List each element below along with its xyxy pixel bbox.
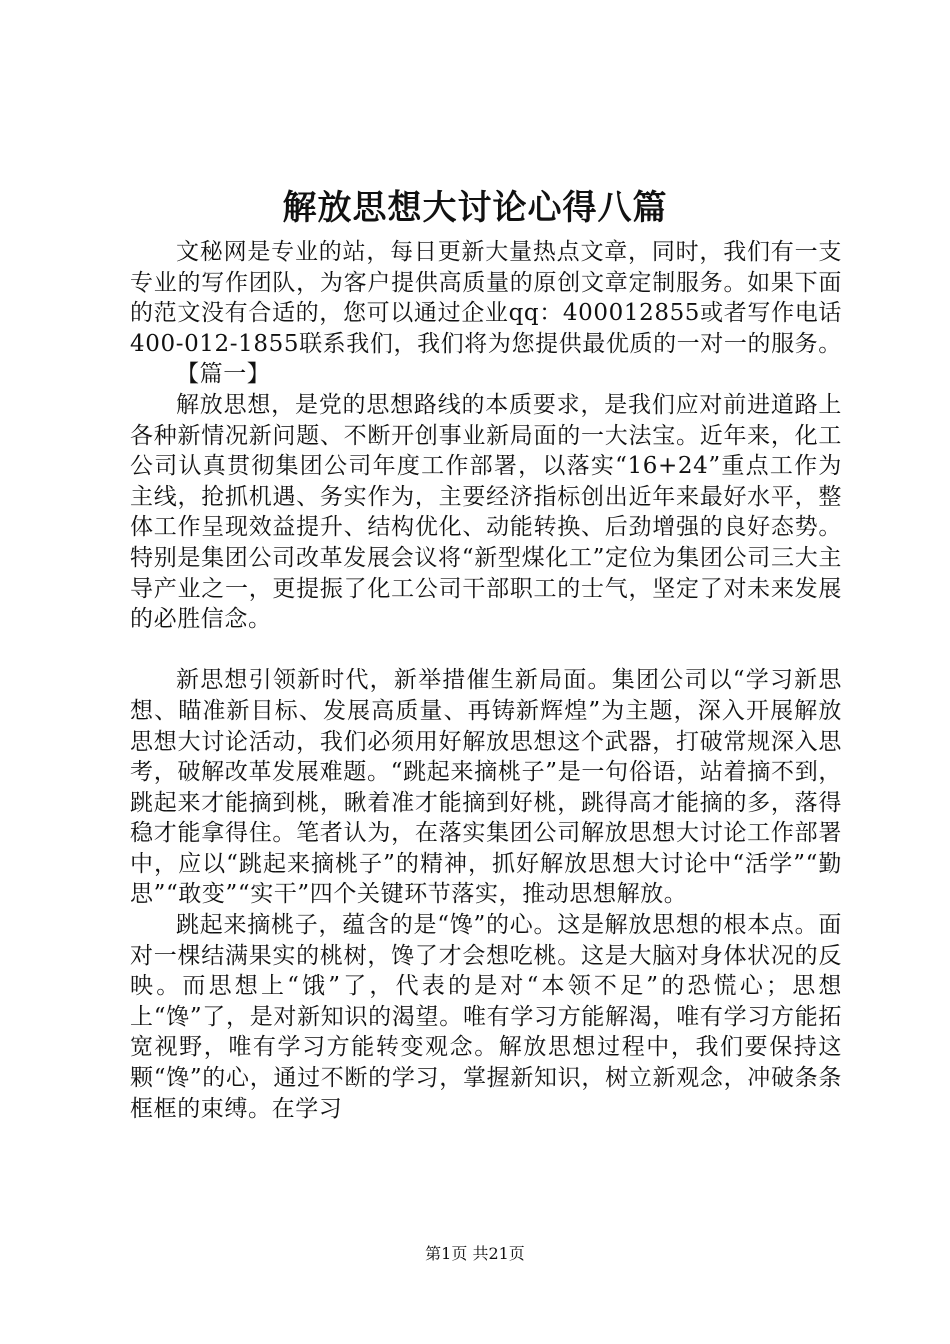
intro-paragraph: 文秘网是专业的站，每日更新大量热点文章，同时，我们有一支专业的写作团队，为客户提供高质量的原创文章定制服务。如果下面的范文没有合适的，您可以通过企业qq：400012855或者写作电话400-012-1855联系我们，我们将为您提供最优质的一对一的服务。 <box>130 239 842 357</box>
page-footer: 第1页 共21页 <box>425 1244 525 1263</box>
body-paragraph: 解放思想，是党的思想路线的本质要求，是我们应对前进道路上各种新情况新问题、不断开创事业新局面的一大法宝。近年来，化工公司认真贯彻集团公司年度工作部署，以落实“16+24”重点工作为主线，抢抓机遇、务实作为，主要经济指标创出近年来最好水平，整体工作呈现效益提升、结构优化、动能转换、后劲增强的良好态势。特别是集团公司改革发展会议将“新型煤化工”定位为集团公司三大主导产业之一，更提振了化工公司干部职工的士气，坚定了对未来发展的必胜信念。 <box>130 391 842 633</box>
document-body <box>130 237 842 1124</box>
body-paragraph: 跳起来摘桃子，蕴含的是“馋”的心。这是解放思想的根本点。面对一棵结满果实的桃树，馋了才会想吃桃。这是大脑对身体状况的反映。而思想上“饿”了，代表的是对“本领不足”的恐慌心；思想上“馋”了，是对新知识的渴望。唯有学习方能解渴，唯有学习方能拓宽视野，唯有学习方能转变观念。解放思想过程中，我们要保持这颗“馋”的心，通过不断的学习，掌握新知识，树立新观念，冲破条条框框的束缚。在学习 <box>130 912 842 1122</box>
body-paragraph: 新思想引领新时代，新举措催生新局面。集团公司以“学习新思想、瞄准新目标、发展高质量、再铸新辉煌”为主题，深入开展解放思想大讨论活动，我们必须用好解放思想这个武器，打破常规深入思考，破解改革发展难题。“跳起来摘桃子”是一句俗语，站着摘不到，跳起来才能摘到桃，瞅着准才能摘到好桃，跳得高才能摘的多，落得稳才能拿得住。笔者认为，在落实集团公司解放思想大讨论工作部署中，应以“跳起来摘桃子”的精神，抓好解放思想大讨论中“活学”“勤思”“敢变”“实干”四个关键环节落实，推动思想解放。 <box>130 667 842 908</box>
section-heading: 【篇一】 <box>176 361 271 388</box>
document-title: 解放思想大讨论心得八篇 <box>282 188 668 228</box>
